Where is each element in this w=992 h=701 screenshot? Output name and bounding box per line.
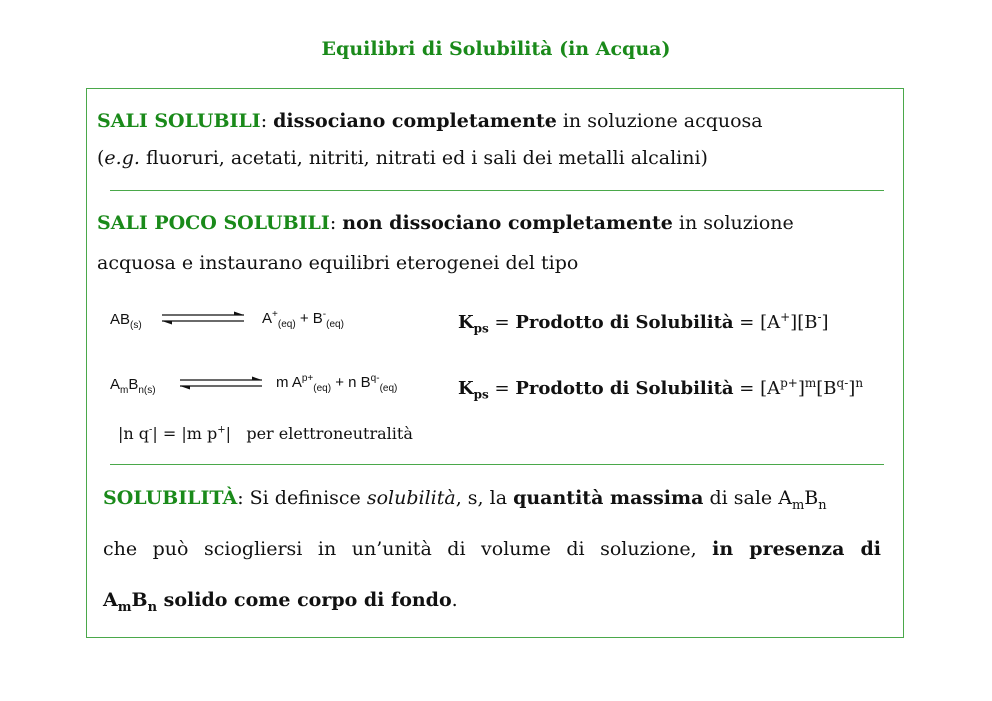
poorly-heading: SALI POCO SOLUBILI xyxy=(97,212,330,234)
eq1-cation-state: (eq) xyxy=(277,319,296,330)
eq2-anion: + n B xyxy=(331,374,371,391)
eq2-cation: m A xyxy=(276,374,302,391)
solubility-l3-end: . xyxy=(451,589,458,611)
eq1-equals: = xyxy=(488,312,516,333)
poorly-line-2: acquosa e instaurano equilibri eterogenei del tipo xyxy=(97,252,579,274)
solubility-l1-italic: solubilità xyxy=(366,487,456,509)
poorly-rest: in soluzione xyxy=(672,212,794,234)
eq1-expr-sup1: + xyxy=(780,310,791,324)
eq2-reactant-b-sub: n(s) xyxy=(138,385,156,396)
solubility-l2-bold: in presenza di xyxy=(712,538,881,560)
electro-label: per elettroneutralità xyxy=(246,424,413,443)
eq2-cation-state: (eq) xyxy=(313,383,332,394)
soluble-colon: : xyxy=(260,110,268,132)
soluble-heading: SALI SOLUBILI xyxy=(97,110,261,132)
eq1-k-subscript: ps xyxy=(473,321,489,336)
eq2-expr-b: ] xyxy=(797,378,805,399)
eq2-expr-d: ] xyxy=(848,378,856,399)
soluble-line-2 xyxy=(97,147,708,169)
electro-right: | xyxy=(225,424,232,443)
solubility-l3-a: A xyxy=(103,589,118,611)
soluble-example-open: ( xyxy=(97,147,105,169)
eq2-k-label: Prodotto di Solubilità xyxy=(515,378,734,399)
solubility-l3-b: B xyxy=(131,589,148,611)
eq1-expr-start: = [A xyxy=(733,312,781,333)
solubility-line-2 xyxy=(103,538,881,560)
eq1-reactant xyxy=(110,311,142,331)
electro-left-sup: - xyxy=(149,424,153,436)
eq1-expr-end: ] xyxy=(821,312,829,333)
eq1-kps xyxy=(458,310,829,336)
solubility-l1-sub-n: n xyxy=(818,497,827,513)
solubility-line-3 xyxy=(103,589,458,615)
poorly-bold-text: non dissociano completamente xyxy=(342,212,673,234)
eq2-reactant xyxy=(110,376,156,396)
eq1-expr-mid: ][B xyxy=(790,312,818,333)
page-title: Equilibri di Solubilità (in Acqua) xyxy=(321,38,671,60)
solubility-l2-a: che può sciogliersi in un’unità di volume di soluzione, xyxy=(103,538,713,560)
eq2-expr-c-sup: q- xyxy=(836,376,849,390)
solubility-l1-sub-m: m xyxy=(791,497,805,513)
eq2-k-symbol: K xyxy=(458,378,474,399)
eq1-anion-charge: - xyxy=(322,309,327,320)
eq2-expr-b-sup: m xyxy=(804,376,817,390)
eq2-k-subscript: ps xyxy=(473,387,489,402)
soluble-example-rest: fluoruri, acetati, nitriti, nitrati ed i sali dei metalli alcalini) xyxy=(139,147,708,169)
eq1-reactant-state: (s) xyxy=(130,320,142,331)
eq2-reactant-a: A xyxy=(110,376,121,393)
solubility-l1-d: B xyxy=(804,487,819,509)
eq1-expr-sup2: - xyxy=(817,310,822,324)
solubility-heading: SOLUBILITÀ xyxy=(103,487,238,509)
electro-mid: | = |m p xyxy=(152,424,218,443)
soluble-bold-text: dissociano completamente xyxy=(273,110,557,132)
soluble-rest: in soluzione acquosa xyxy=(556,110,763,132)
eq2-expr-c: [B xyxy=(816,378,837,399)
solubility-l1-b: , s, la xyxy=(455,487,514,509)
eq1-k-symbol: K xyxy=(458,312,474,333)
solubility-l1-a: : Si definisce xyxy=(237,487,367,509)
eq2-reactant-b: B xyxy=(128,376,139,393)
poorly-colon: : xyxy=(329,212,337,234)
poorly-line-1 xyxy=(97,212,794,234)
soluble-example-abbr: e.g. xyxy=(104,147,140,169)
electro-left: |n q xyxy=(118,424,150,443)
solubility-l1-c: di sale A xyxy=(703,487,792,509)
eq2-cation-charge: p+ xyxy=(301,373,314,384)
eq2-expr-a-sup: p+ xyxy=(780,376,798,390)
eq2-products xyxy=(276,373,397,394)
eq1-k-label: Prodotto di Solubilità xyxy=(515,312,734,333)
eq2-expr-d-sup: n xyxy=(855,376,864,390)
eq2-reactant-a-sub: m xyxy=(120,385,129,396)
equilibrium-arrow-icon xyxy=(178,376,264,390)
eq1-cation-charge: + xyxy=(272,309,278,320)
electro-mid-sup: + xyxy=(217,424,226,436)
eq1-cation: A xyxy=(262,310,273,327)
eq1-plus: + xyxy=(295,310,313,327)
solubility-l3-sub-m: m xyxy=(117,599,132,615)
eq1-products xyxy=(262,309,344,330)
eq1-anion: B xyxy=(312,310,323,327)
eq2-expr-a: = [A xyxy=(733,378,781,399)
separator-1 xyxy=(110,190,884,191)
eq2-anion-charge: q- xyxy=(370,373,380,384)
eq1-anion-state: (eq) xyxy=(326,319,344,330)
equilibrium-arrow-icon xyxy=(160,311,246,325)
eq2-kps xyxy=(458,376,863,402)
separator-2 xyxy=(110,464,884,465)
soluble-line-1 xyxy=(97,110,763,132)
eq2-equals: = xyxy=(488,378,516,399)
eq2-anion-state: (eq) xyxy=(379,383,398,394)
electroneutrality-line xyxy=(118,424,413,443)
solubility-line-1 xyxy=(103,487,827,513)
eq1-reactant-formula: AB xyxy=(110,311,131,328)
solubility-l3-sub-n: n xyxy=(147,599,158,615)
solubility-l3-bold: solido come corpo di fondo xyxy=(157,589,452,611)
solubility-l1-bold: quantità massima xyxy=(513,487,704,509)
